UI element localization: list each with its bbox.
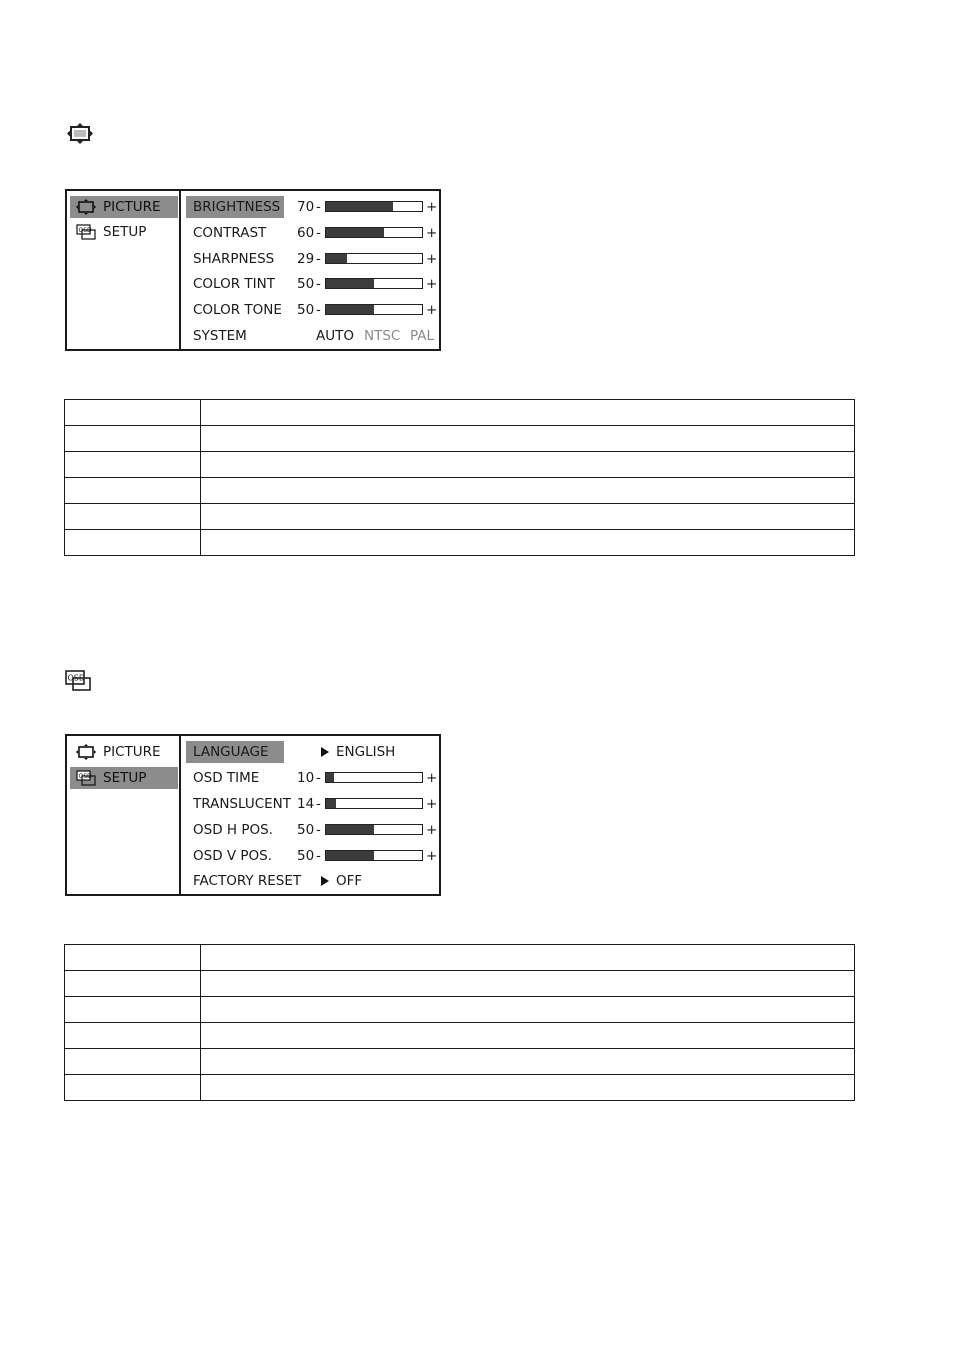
item-label: OSD TIME [193,770,260,786]
level-bar[interactable] [325,772,423,783]
item-label: COLOR TINT [193,276,275,292]
item-label: COLOR TONE [193,302,282,318]
tab-label: PICTURE [103,199,161,215]
minus-sign: - [316,225,321,241]
minus-sign: - [316,251,321,267]
table-row [65,997,855,1023]
minus-sign: - [316,770,321,786]
level-bar-fill [326,851,374,860]
minus-sign: - [316,302,321,318]
svg-text:OSD: OSD [67,673,86,683]
osd-tab-column [67,736,181,894]
item-label: TRANSLUCENT [193,796,292,812]
item-value: 60 [297,225,315,241]
picture-icon [66,122,94,146]
menu-item-sharpness[interactable] [183,248,439,270]
level-bar-fill [326,773,334,782]
item-label: CONTRAST [193,225,267,241]
menu-item-osd-v-pos[interactable] [183,845,439,867]
level-bar[interactable] [325,824,423,835]
menu-item-osd-h-pos[interactable] [183,819,439,841]
item-label: LANGUAGE [186,741,284,763]
osd-setup-icon [76,770,96,786]
level-bar[interactable] [325,850,423,861]
table-row [65,1075,855,1101]
picture-icon [76,199,96,215]
level-bar-fill [326,825,374,834]
level-bar-fill [326,279,374,288]
system-option-pal[interactable]: PAL [410,328,435,344]
tab-label: SETUP [103,224,147,240]
item-label: OSD V POS. [193,848,273,864]
table-row [65,426,855,452]
picture-osd-menu [65,189,441,351]
minus-sign: - [316,199,321,215]
item-label: SHARPNESS [193,251,275,267]
item-value: 50 [297,276,315,292]
osd-items-column [183,736,439,894]
setup-settings-table [64,944,855,1101]
minus-sign: - [316,796,321,812]
plus-sign: + [426,276,438,292]
tab-picture[interactable] [70,196,178,218]
level-bar-fill [326,202,393,211]
tab-label: PICTURE [103,744,161,760]
menu-item-language[interactable] [183,741,439,763]
level-bar[interactable] [325,798,423,809]
plus-sign: + [426,225,438,241]
tab-setup[interactable] [70,767,178,789]
item-label: SYSTEM [193,328,247,344]
menu-item-factory-reset[interactable] [183,870,439,892]
table-row [65,530,855,556]
osd-setup-icon [64,669,92,693]
osd-setup-icon [76,224,96,240]
plus-sign: + [426,770,438,786]
level-bar-fill [326,799,336,808]
plus-sign: + [426,251,438,267]
item-value: 14 [297,796,315,812]
table-row [65,400,855,426]
menu-item-translucent[interactable] [183,793,439,815]
plus-sign: + [426,199,438,215]
minus-sign: - [316,848,321,864]
picture-settings-table [64,399,855,556]
tab-label: SETUP [103,770,147,786]
level-bar-fill [326,228,384,237]
menu-item-color-tint[interactable] [183,273,439,295]
minus-sign: - [316,822,321,838]
language-value: ENGLISH [336,744,396,760]
osd-items-column [183,191,439,349]
level-bar[interactable] [325,201,423,212]
svg-text:OSD: OSD [78,773,92,780]
system-option-ntsc[interactable]: NTSC [364,328,401,344]
play-arrow-icon [321,747,329,757]
menu-item-contrast[interactable] [183,222,439,244]
setup-osd-menu [65,734,441,896]
minus-sign: - [316,276,321,292]
table-row [65,504,855,530]
level-bar-fill [326,305,374,314]
menu-item-system[interactable] [183,325,439,347]
plus-sign: + [426,848,438,864]
level-bar[interactable] [325,304,423,315]
level-bar-fill [326,254,347,263]
item-value: 29 [297,251,315,267]
level-bar[interactable] [325,227,423,238]
menu-item-brightness[interactable] [183,196,439,218]
table-row [65,971,855,997]
item-label: FACTORY RESET [193,873,302,889]
level-bar[interactable] [325,278,423,289]
menu-item-osd-time[interactable] [183,767,439,789]
table-row [65,945,855,971]
table-row [65,452,855,478]
item-value: 50 [297,822,315,838]
tab-picture[interactable] [70,741,178,763]
play-arrow-icon [321,876,329,886]
system-option-auto[interactable]: AUTO [316,328,354,344]
tab-setup[interactable] [70,221,178,243]
item-label: BRIGHTNESS [186,196,284,218]
table-row [65,1049,855,1075]
plus-sign: + [426,796,438,812]
menu-item-color-tone[interactable] [183,299,439,321]
item-label: OSD H POS. [193,822,273,838]
factory-reset-value: OFF [336,873,363,889]
item-value: 50 [297,302,315,318]
item-value: 70 [297,199,315,215]
table-row [65,478,855,504]
item-value: 10 [297,770,315,786]
table-row [65,1023,855,1049]
item-value: 50 [297,848,315,864]
svg-text:OSD: OSD [78,227,92,234]
picture-icon [76,744,96,760]
level-bar[interactable] [325,253,423,264]
plus-sign: + [426,302,438,318]
plus-sign: + [426,822,438,838]
osd-tab-column [67,191,181,349]
